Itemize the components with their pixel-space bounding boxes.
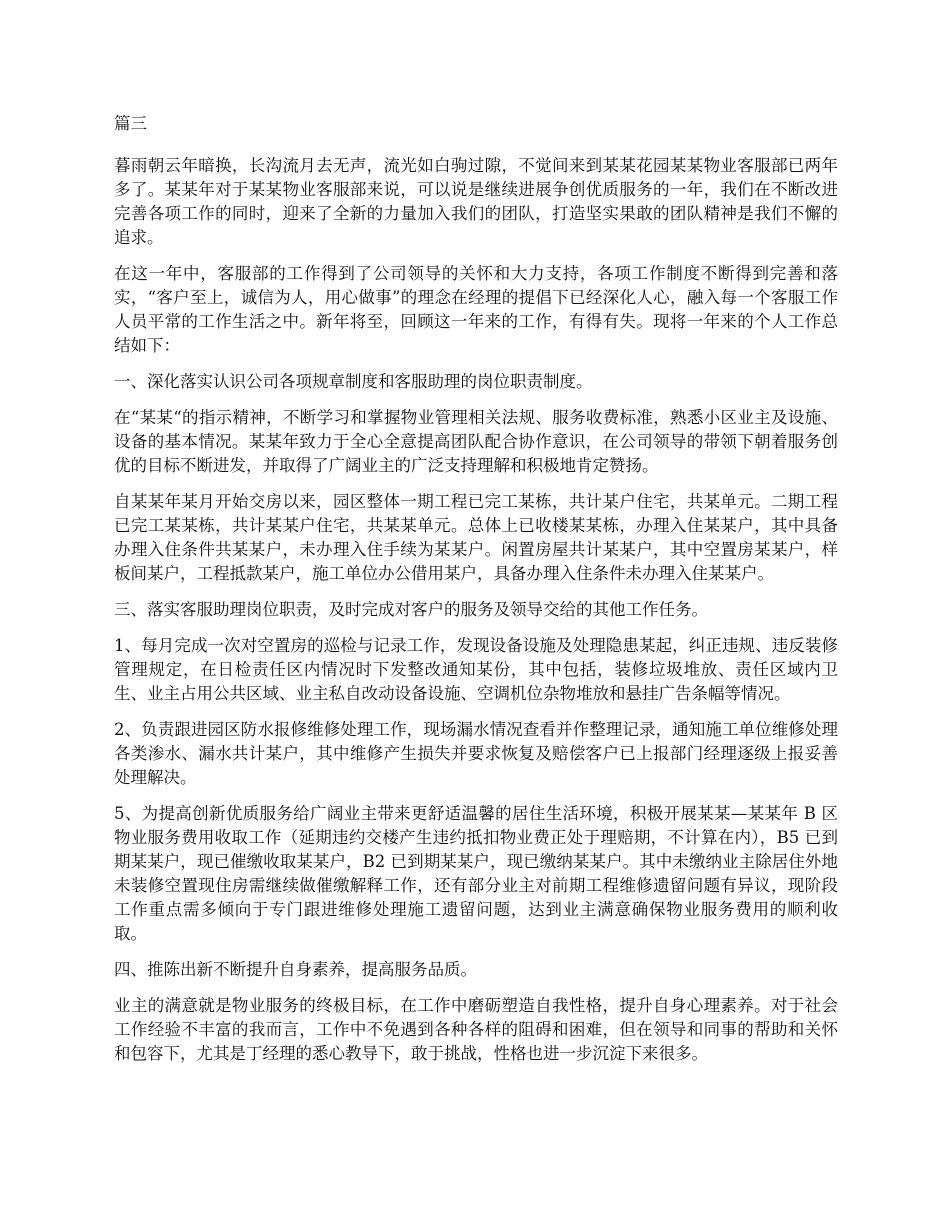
paragraph-item-5: 5、为提高创新优质服务给广阔业主带来更舒适温馨的居住生活环境，积极开展某某—某某年 B 区物业服务费用收取工作（延期违约交楼产生违约抵扣物业费正处于理赔期，不计算在内），B5 已到期某某户，现已催缴收取某某户，B2 已到期某某户，现已缴纳某某户。其中未缴纳业主除居住外地未装修空置现住房需继续做催缴解释工作，还有部分业主对前期工程维修遗留问题有异议，现阶段工作重点需多倾向于专门跟进维修处理施工遗留问题，达到业主满意确保物业服务费用的顺利收取。 [114,804,838,943]
paragraph-overview: 在这一年中，客服部的工作得到了公司领导的关怀和大力支持，各项工作制度不断得到完善和落实，“客户至上，诚信为人，用心做事”的理念在经理的提倡下已经深化人心，融入每一个客服工作人员平常的工作生活之中。新年将至，回顾这一年来的工作，有得有失。现将一年来的个人工作总结如下： [114,264,838,355]
paragraph-housing-stats: 自某某年某月开始交房以来，园区整体一期工程已完工某栋，共计某户住宅，共某单元。二期工程已完工某某栋，共计某某户住宅，共某某单元。总体上已收楼某某栋，办理入住某某户，其中具备办理入住条件共某某户，未办理入住手续为某某户。闲置房屋共计某某户，其中空置房某某户，样板间某户，工程抵款某户，施工单位办公借用某户，具备办理入住条件未办理入住某某户。 [114,492,838,583]
section-heading-1: 一、深化落实认识公司各项规章制度和客服助理的岗位职责制度。 [114,372,593,391]
section-heading-4: 四、推陈出新不断提升自身素养，提高服务品质。 [114,960,477,979]
document-page [114,112,838,1078]
document-heading: 篇三 [114,114,147,133]
paragraph-intro: 暮雨朝云年暗换，长沟流月去无声，流光如白驹过隙，不觉间来到某某花园某某物业客服部已两年多了。某某年对于某某物业客服部来说，可以说是继续进展争创优质服务的一年，我们在不断改进完善各项工作的同时，迎来了全新的力量加入我们的团队，打造坚实果敢的团队精神是我们不懈的追求。 [114,156,838,247]
paragraph-closing: 业主的满意就是物业服务的终极目标，在工作中磨砺塑造自我性格，提升自身心理素养。对于社会工作经验不丰富的我而言，工作中不免遇到各种各样的阻碍和困难，但在领导和同事的帮助和关怀和包容下，尤其是丁经理的悉心教导下，敢于挑战，性格也进一步沉淀下来很多。 [114,996,838,1063]
paragraph-rules-study: 在“某某“的指示精神，不断学习和掌握物业管理相关法规、服务收费标准，熟悉小区业主及设施、设备的基本情况。某某年致力于全心全意提高团队配合协作意识，在公司领导的带领下朝着服务创优的目标不断进发，并取得了广阔业主的广泛支持理解和积极地肯定赞扬。 [114,408,838,475]
paragraph-item-2: 2、负责跟进园区防水报修维修处理工作，现场漏水情况查看并作整理记录，通知施工单位维修处理各类渗水、漏水共计某户，其中维修产生损失并要求恢复及赔偿客户已上报部门经理逐级上报妥善处理解决。 [114,720,838,787]
paragraph-item-1: 1、每月完成一次对空置房的巡检与记录工作，发现设备设施及处理隐患某起，纠正违规、违反装修管理规定，在日检责任区内情况时下发整改通知某份，其中包括，装修垃圾堆放、责任区域内卫生、业主占用公共区域、业主私自改动设备设施、空调机位杂物堆放和悬挂广告条幅等情况。 [114,636,838,703]
section-heading-3: 三、落实客服助理岗位职责，及时完成对客户的服务及领导交给的其他工作任务。 [114,600,708,619]
